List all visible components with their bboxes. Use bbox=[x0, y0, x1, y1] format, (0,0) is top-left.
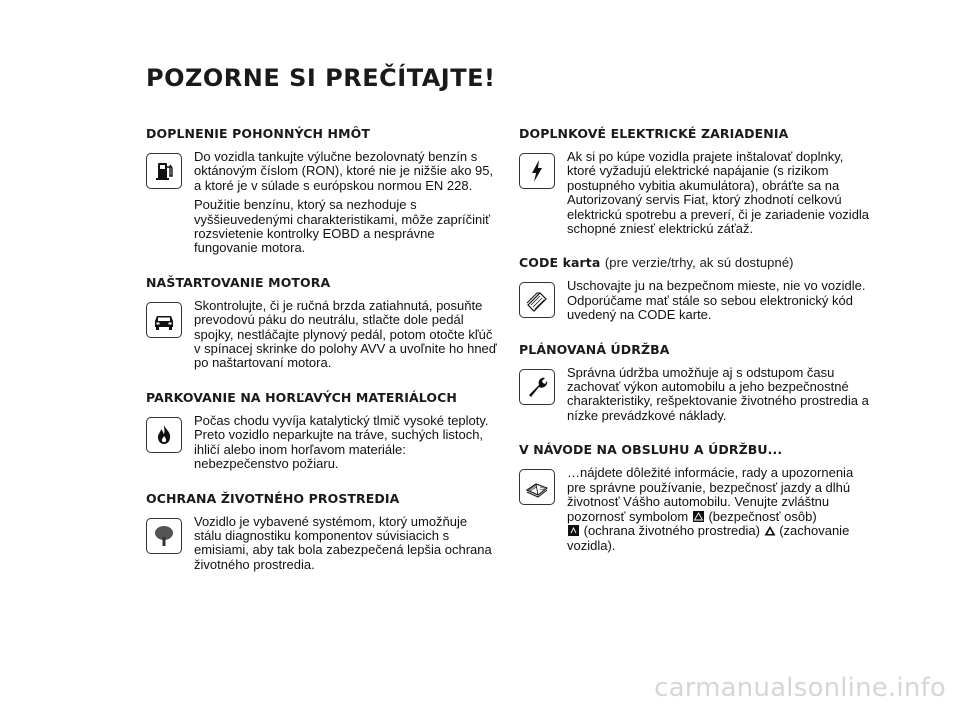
paragraph: Správna údržba umožňuje aj s odstupom času zachovať výkon automobilu a jeho bezpečnostné charakteristiky, rešpektovanie životného prostredia a nízke prevádzkové náklady. bbox=[567, 364, 869, 423]
flame-icon bbox=[146, 417, 182, 453]
manual-text-4: (zachovanie vozidla). bbox=[567, 522, 850, 554]
left-column bbox=[146, 126, 498, 591]
manual-text-3: (ochrana životného prostredia) bbox=[583, 522, 760, 538]
page-title: POZORNE SI PREČÍTAJTE! bbox=[146, 64, 496, 92]
manual-text-1: …nájdete dôležité informácie, rady a upozornenia pre správne používanie, bezpečnosť jazdy a dlhú životnosť Vášho automobilu. Venujte zvláštnu pozornosť symbolom bbox=[567, 465, 854, 524]
code-card-heading: CODE karta bbox=[519, 255, 601, 271]
section-heading: NAŠTARTOVANIE MOTORA bbox=[146, 274, 331, 290]
section-manual bbox=[519, 442, 871, 558]
section-heading: DOPLNENIE POHONNÝCH HMÔT bbox=[146, 126, 370, 141]
paragraph: Použitie benzínu, ktorý sa nezhoduje s vyššieuvedenými charakteristikami, môže zapríčiniť rozsvietenie kontrolky EOBD a nesprávne fungovanie motora. bbox=[194, 197, 491, 256]
paragraph bbox=[567, 466, 871, 553]
section-environment bbox=[146, 491, 498, 578]
tree-icon bbox=[146, 518, 182, 554]
wrench-icon bbox=[519, 369, 555, 405]
section-heading: PARKOVANIE NA HORĽAVÝCH MATERIÁLOCH bbox=[146, 389, 457, 405]
fuel-pump-icon bbox=[146, 153, 182, 189]
section-electrical bbox=[519, 126, 871, 241]
section-heading: OCHRANA ŽIVOTNÉHO PROSTREDIA bbox=[146, 490, 400, 506]
section-maintenance bbox=[519, 342, 871, 429]
code-card-icon bbox=[519, 282, 555, 318]
paragraph: Uschovajte ju na bezpečnom mieste, nie vo vozidle. Odporúčame mať stále so sebou elektronický kód uvedený na CODE karte. bbox=[567, 278, 866, 323]
paragraph: Do vozidla tankujte výlučne bezolovnatý benzín s oktánovým číslom (RON), ktoré nie je nižšie ako 95, a ktoré je v súlade s európskou normou EN 228. bbox=[194, 149, 494, 193]
paragraph: Vozidlo je vybavené systémom, ktorý umožňuje stálu diagnostiku komponentov súvisiacich s emisiami, aby tak bola zabezpečená lepšia ochrana životného prostredia. bbox=[194, 513, 492, 572]
warning-person-symbol bbox=[693, 511, 704, 522]
right-column bbox=[519, 126, 871, 573]
watermark: carmanualsonline.info bbox=[654, 673, 946, 703]
environment-symbol bbox=[568, 525, 579, 536]
manual-text-2: (bezpečnosť osôb) bbox=[708, 508, 817, 524]
section-heading: PLÁNOVANÁ ÚDRŽBA bbox=[519, 341, 670, 357]
section-heading: V NÁVODE NA OBSLUHU A ÚDRŽBU... bbox=[519, 442, 783, 458]
open-book-icon bbox=[519, 469, 555, 505]
warning-triangle-symbol bbox=[764, 525, 776, 539]
section-fuel bbox=[146, 126, 498, 261]
section-parking bbox=[146, 390, 498, 477]
lightning-icon bbox=[519, 153, 555, 189]
section-engine-start bbox=[146, 275, 498, 376]
section-code-card bbox=[519, 255, 871, 327]
car-icon bbox=[146, 302, 182, 338]
paragraph: Skontrolujte, či je ručná brzda zatiahnutá, posuňte prevodovú páku do neutrálu, stlačte dole pedál spojky, nestláčajte plynový pedál, potom otočte kľúč v spínacej skrinke do polohy AVV a uvoľnite ho hneď po naštartovaní motora. bbox=[194, 297, 497, 371]
section-heading bbox=[519, 255, 871, 271]
paragraph: Počas chodu vyvíja katalytický tlmič vysoké teploty. Preto vozidlo neparkujte na tráve, suchých listoch, ihličí alebo inom horľavom materiále: nebezpečenstvo požiaru. bbox=[194, 412, 489, 472]
code-card-subheading: (pre verzie/trhy, ak sú dostupné) bbox=[604, 255, 794, 271]
section-heading: DOPLNKOVÉ ELEKTRICKÉ ZARIADENIA bbox=[519, 126, 789, 141]
paragraph: Ak si po kúpe vozidla prajete inštalovať doplnky, ktoré vyžadujú elektrické napájanie (s rizikom postupného vybitia akumulátora), obráťte sa na Autorizovaný servis Fiat, ktorý zhodnotí celkovú elektrickú spotrebu a preverí, či je zariadenie vozidla schopné zniesť elektrickú záťaž. bbox=[567, 149, 870, 237]
